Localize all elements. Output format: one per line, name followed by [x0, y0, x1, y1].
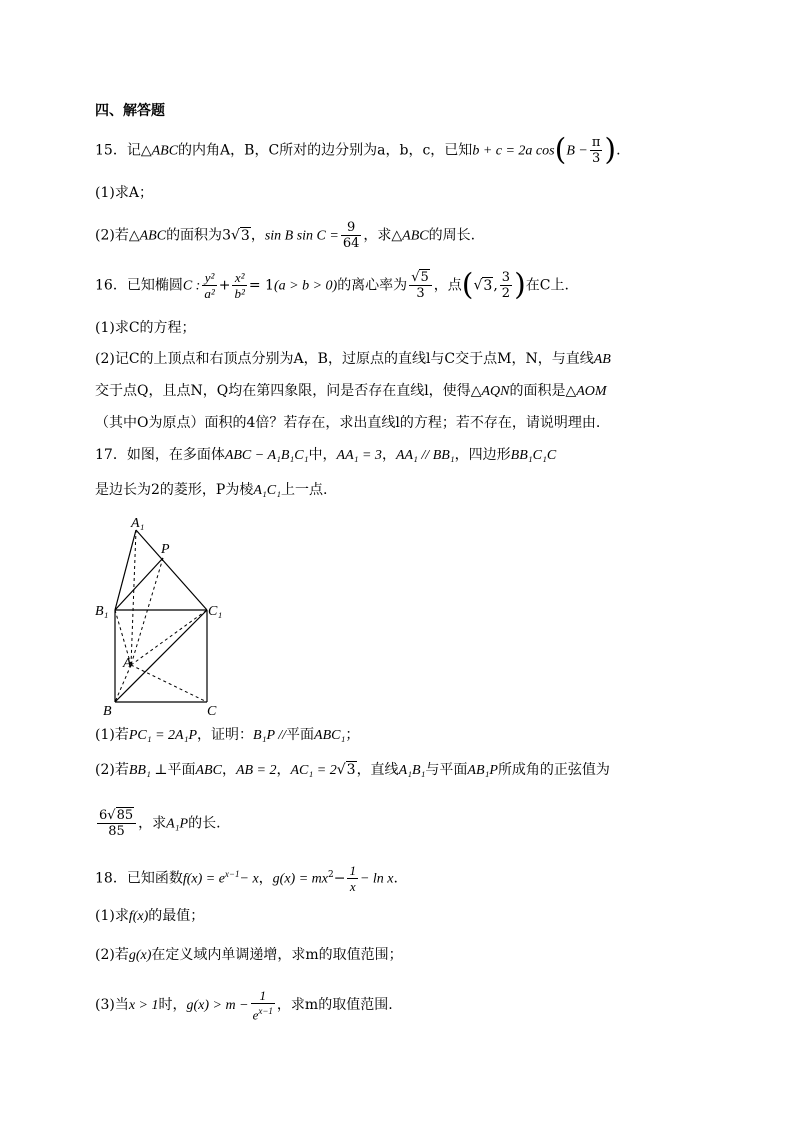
- paren-close: ): [604, 132, 617, 168]
- q17-stem-line2: 是边长为2的菱形，P为棱A₁C₁上一点.: [95, 482, 328, 498]
- q17-frac-sine: $\frac{6√85}{85}$: [97, 808, 136, 839]
- section-title: 四、解答题: [95, 103, 165, 119]
- label-B1: B₁: [95, 604, 109, 619]
- q17-figure: [95, 515, 235, 720]
- q15-pi-over-3: $\frac{\pi}{3}$: [591, 135, 601, 166]
- label-B: B: [103, 704, 112, 719]
- label-A1: A₁: [131, 516, 145, 531]
- q15-frac-9-64: $\frac{9}{64}$: [342, 220, 360, 251]
- q16-part1: (1)求C的方程；: [95, 320, 196, 336]
- q16-eccentricity: $\frac{√5}{3}$: [409, 270, 432, 301]
- q18-frac-1-e: $\frac{1}{e^{x-1}}$: [252, 988, 273, 1023]
- q17-stem-line1: 17．如图，在多面体ABC − A₁B₁C₁中，AA₁ = 3，AA₁ // BB₁，四边形BB₁C₁C: [95, 447, 557, 463]
- q16-frac-y2-a2: $\frac{\text{y²}}{\text{a²}}$: [204, 270, 215, 301]
- label-C: C: [207, 704, 217, 719]
- label-P: P: [161, 542, 170, 557]
- q16-stem: 16．已知椭圆C : $\frac{\text{y²}}{\text{a²}}$ + $\frac{\text{x²}}{\text{b²}}$ = 1(a > b > 0)的离心率为 $\frac{√5}{3}$ ，点(√3, $\frac{3}{2}$ )在C上.: [95, 267, 569, 303]
- q15-text-a: 记: [126, 142, 141, 159]
- q15-stem: 15．记△ABC的内角A，B，C所对的边分别为a，b，c，已知b + c = 2a cos(B − $\frac{\pi}{3}$ ).: [95, 132, 621, 168]
- q15-text-b: 的内角A，B，C所对的边分别为a，b，c，已知: [178, 142, 473, 159]
- q15-triangle: △ABC: [140, 143, 179, 159]
- q18-stem: 18．已知函数$f(x) = e^{x-1}- x$，$g(x) = mx^2-$ $\frac{1}{x}$ − ln x.: [95, 863, 398, 894]
- q15-number: 15．: [95, 142, 127, 159]
- q15-part1: (1)求A；: [95, 185, 153, 201]
- paren-open: (: [554, 132, 567, 168]
- label-A: A: [123, 656, 132, 671]
- q15-eq-left: b + c = 2a cos: [472, 143, 555, 159]
- q16-frac-x2-b2: $\frac{\text{x²}}{\text{b²}}$: [234, 270, 245, 301]
- q17-part2-line2: $\frac{6√85}{85}$ ，求A₁P的长.: [99, 808, 221, 839]
- q18-part3: (3)当x > 1时，g(x) > m − $\frac{1}{e^{x-1}}$ ，求m的取值范围.: [95, 988, 393, 1023]
- q18-part2: (2)若g(x)在定义域内单调递增，求m的取值范围；: [95, 947, 403, 963]
- q18-part1: (1)求f(x)的最值；: [95, 908, 205, 924]
- q17-part1: (1)若PC₁ = 2A₁P，证明：B₁P //平面ABC₁；: [95, 727, 360, 743]
- q16-frac-3-2: $\frac{3}{2}$: [501, 270, 511, 301]
- q16-part2-line2: 交于点Q，且点N，Q均在第四象限，问是否存在直线l，使得△AQN的面积是△AOM: [95, 383, 607, 399]
- q16-part2-line3: （其中O为原点）面积的4倍？若存在，求出直线l的方程；若不存在，请说明理由.: [95, 415, 601, 431]
- q17-part2-line1: (2)若BB₁ ⊥平面ABC，AB = 2，AC₁ = 2√3，直线A₁B₁与平面AB₁P所成角的正弦值为: [95, 762, 610, 778]
- q18-frac-1-x: $\frac{1}{x}$: [349, 863, 356, 894]
- label-C1: C₁: [208, 604, 223, 619]
- q15-arg: B −: [566, 143, 588, 159]
- q16-part2-line1: (2)记C的上顶点和右顶点分别为A，B，过原点的直线l与C交于点M，N，与直线AB: [95, 351, 611, 367]
- q15-part2: (2)若△ABC的面积为3√3，sin B sin C = $\frac{9}{64}$ ，求△ABC的周长.: [95, 220, 476, 251]
